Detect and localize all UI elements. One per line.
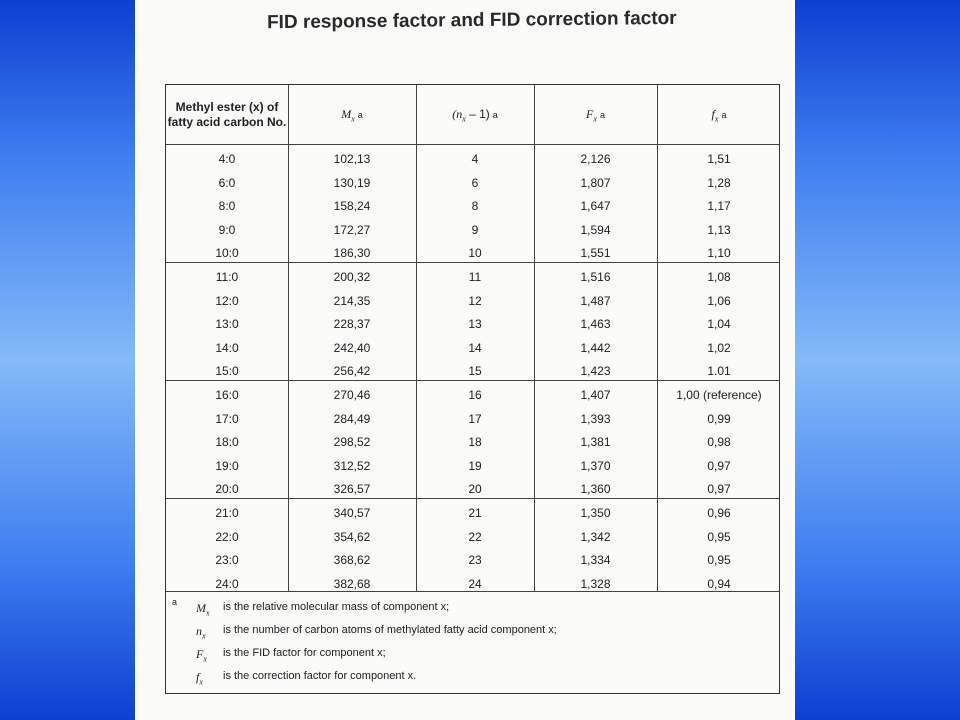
table-cell-F: 1,423 bbox=[580, 364, 611, 379]
table-cell-n: 19 bbox=[468, 458, 482, 473]
table-cell-f: 1,13 bbox=[707, 222, 731, 237]
table-cell-f: 0,96 bbox=[707, 506, 731, 520]
table-cell-f: 0,98 bbox=[707, 435, 731, 450]
footnote-text: is the FID factor for component x; bbox=[223, 647, 386, 659]
table-cell-f: 1,00 (reference) bbox=[676, 388, 762, 402]
table-cell-F: 1,442 bbox=[580, 340, 611, 355]
table-cell-F: 1,370 bbox=[580, 458, 611, 473]
table-row bbox=[166, 194, 779, 218]
table-cell-m: 256,42 bbox=[333, 364, 371, 379]
table-cell-n: 9 bbox=[471, 222, 479, 237]
table-cell-F: 1,594 bbox=[580, 222, 611, 237]
table-cell-F: 1,350 bbox=[580, 506, 611, 520]
table-cell-F: 1,381 bbox=[580, 435, 611, 450]
table-cell-m: 284,49 bbox=[333, 411, 371, 426]
table-cell-n: 15 bbox=[468, 364, 482, 379]
table-cell-n: 21 bbox=[468, 506, 482, 520]
table-cell-c: 15:0 bbox=[215, 364, 239, 379]
table-cell-c: 23:0 bbox=[215, 553, 239, 568]
table-cell-F: 1,360 bbox=[580, 482, 611, 497]
table-row bbox=[166, 241, 779, 265]
table-cell-f: 1.01 bbox=[707, 364, 731, 379]
table-cell-F: 1,342 bbox=[580, 529, 611, 544]
table-cell-m: 102,13 bbox=[333, 152, 371, 166]
table-cell-m: 340,57 bbox=[333, 506, 371, 520]
table-cell-m: 186,30 bbox=[333, 246, 371, 261]
table-row bbox=[166, 501, 779, 525]
table-row bbox=[166, 477, 779, 501]
table-cell-F: 1,393 bbox=[580, 411, 611, 426]
table-row bbox=[166, 147, 779, 171]
table-cell-m: 228,37 bbox=[333, 317, 371, 332]
table-cell-c: 4:0 bbox=[218, 152, 236, 166]
table-cell-c: 14:0 bbox=[215, 340, 239, 355]
table-cell-f: 1,02 bbox=[707, 340, 731, 355]
table-cell-F: 1,334 bbox=[580, 553, 611, 568]
table-cell-c: 6:0 bbox=[218, 175, 236, 190]
table-row bbox=[166, 430, 779, 454]
table-cell-F: 1,328 bbox=[580, 576, 611, 591]
table-cell-n: 10 bbox=[468, 246, 482, 261]
table-cell-c: 21:0 bbox=[215, 506, 239, 520]
footnote-text: is the relative molecular mass of component x; bbox=[223, 601, 450, 613]
table-cell-f: 0,95 bbox=[707, 553, 731, 568]
table-cell-c: 13:0 bbox=[215, 317, 239, 332]
table-cell-c: 8:0 bbox=[218, 199, 236, 214]
table-cell-c: 24:0 bbox=[215, 576, 239, 591]
table-cell-c: 11:0 bbox=[215, 270, 239, 284]
table-cell-n: 14 bbox=[468, 340, 482, 355]
table-row bbox=[166, 383, 779, 407]
table-cell-n: 11 bbox=[468, 270, 482, 284]
footnote-symbol: $n_x$ bbox=[196, 624, 206, 641]
table-cell-f: 1,10 bbox=[707, 246, 731, 261]
table-cell-F: 2,126 bbox=[580, 152, 611, 166]
table-cell-f: 0,97 bbox=[707, 482, 731, 497]
table-cell-f: 1,28 bbox=[707, 175, 731, 190]
table-cell-c: 18:0 bbox=[215, 435, 239, 450]
table-cell-m: 312,52 bbox=[333, 458, 371, 473]
table-row bbox=[166, 171, 779, 195]
table-row bbox=[166, 407, 779, 431]
table-cell-m: 382,68 bbox=[333, 576, 371, 591]
table-cell-F: 1,807 bbox=[580, 175, 611, 190]
table-cell-n: 18 bbox=[468, 435, 482, 450]
table-cell-c: 19:0 bbox=[215, 458, 239, 473]
table-cell-n: 8 bbox=[471, 199, 479, 214]
document-page bbox=[135, 0, 795, 720]
table-cell-m: 242,40 bbox=[333, 340, 371, 355]
table-cell-n: 16 bbox=[468, 388, 482, 402]
table-cell-n: 6 bbox=[471, 175, 479, 190]
header-Fx: $F_x$ a bbox=[586, 106, 605, 124]
footnote-mark: a bbox=[172, 597, 178, 607]
fid-factor-table bbox=[165, 84, 780, 694]
table-row bbox=[166, 289, 779, 313]
table-cell-m: 298,52 bbox=[333, 435, 371, 450]
table-cell-f: 1,08 bbox=[707, 270, 731, 284]
table-cell-m: 368,62 bbox=[333, 553, 371, 568]
footnote-symbol: $M_x$ bbox=[196, 601, 210, 618]
table-cell-F: 1,551 bbox=[580, 246, 611, 261]
table-row bbox=[166, 548, 779, 572]
table-cell-c: 17:0 bbox=[215, 411, 239, 426]
table-cell-F: 1,516 bbox=[580, 270, 611, 284]
table-cell-c: 22:0 bbox=[215, 529, 239, 544]
table-cell-F: 1,463 bbox=[580, 317, 611, 332]
table-cell-F: 1,647 bbox=[580, 199, 611, 214]
table-row bbox=[166, 572, 779, 596]
table-cell-n: 22 bbox=[468, 529, 482, 544]
table-row bbox=[166, 312, 779, 336]
table-cell-c: 12:0 bbox=[215, 293, 239, 308]
table-cell-c: 16:0 bbox=[215, 388, 239, 402]
table-cell-f: 1,51 bbox=[707, 152, 731, 166]
table-cell-c: 10:0 bbox=[215, 246, 239, 261]
table-row bbox=[166, 359, 779, 383]
table-cell-n: 23 bbox=[468, 553, 482, 568]
table-cell-n: 24 bbox=[468, 576, 482, 591]
table-row bbox=[166, 454, 779, 478]
table-cell-n: 4 bbox=[471, 152, 479, 166]
table-row bbox=[166, 218, 779, 242]
table-row bbox=[166, 525, 779, 549]
table-row bbox=[166, 265, 779, 289]
table-cell-F: 1,407 bbox=[580, 388, 611, 402]
table-row bbox=[166, 336, 779, 360]
footnote-text: is the correction factor for component x. bbox=[223, 670, 417, 682]
table-cell-F: 1,487 bbox=[580, 293, 611, 308]
table-cell-m: 214,35 bbox=[333, 293, 371, 308]
header-mx: $M_x$ a bbox=[341, 106, 363, 124]
table-cell-f: 0,99 bbox=[707, 411, 731, 426]
footnote-symbol: $f_x$ bbox=[196, 670, 203, 687]
table-cell-m: 130,19 bbox=[333, 175, 371, 190]
table-cell-c: 20:0 bbox=[215, 482, 239, 497]
header-methyl-ester: Methyl ester (x) of fatty acid carbon No. bbox=[167, 100, 287, 129]
table-cell-m: 354,62 bbox=[333, 529, 371, 544]
table-cell-f: 0,94 bbox=[707, 576, 731, 591]
table-cell-m: 326,57 bbox=[333, 482, 371, 497]
table-cell-m: 270,46 bbox=[333, 388, 371, 402]
table-cell-c: 9:0 bbox=[218, 222, 236, 237]
table-cell-f: 1,06 bbox=[707, 293, 731, 308]
footnote-text: is the number of carbon atoms of methylated fatty acid component x; bbox=[223, 624, 557, 636]
table-cell-n: 12 bbox=[468, 293, 482, 308]
table-cell-m: 158,24 bbox=[333, 199, 371, 214]
table-cell-n: 13 bbox=[468, 317, 482, 332]
footnote-symbol: $F_x$ bbox=[196, 647, 207, 664]
table-cell-f: 1,04 bbox=[707, 317, 731, 332]
table-cell-f: 1,17 bbox=[707, 199, 731, 214]
table-cell-m: 172,27 bbox=[333, 222, 371, 237]
table-cell-n: 20 bbox=[468, 482, 482, 497]
table-cell-n: 17 bbox=[468, 411, 482, 426]
header-nx-minus-1: $(n_x - 1)$ a bbox=[452, 106, 498, 124]
table-cell-m: 200,32 bbox=[333, 270, 371, 284]
table-cell-f: 0,95 bbox=[707, 529, 731, 544]
page-title: FID response factor and FID correction factor bbox=[266, 7, 677, 34]
header-fx: $f_x$ a bbox=[711, 106, 727, 124]
table-cell-f: 0,97 bbox=[707, 458, 731, 473]
